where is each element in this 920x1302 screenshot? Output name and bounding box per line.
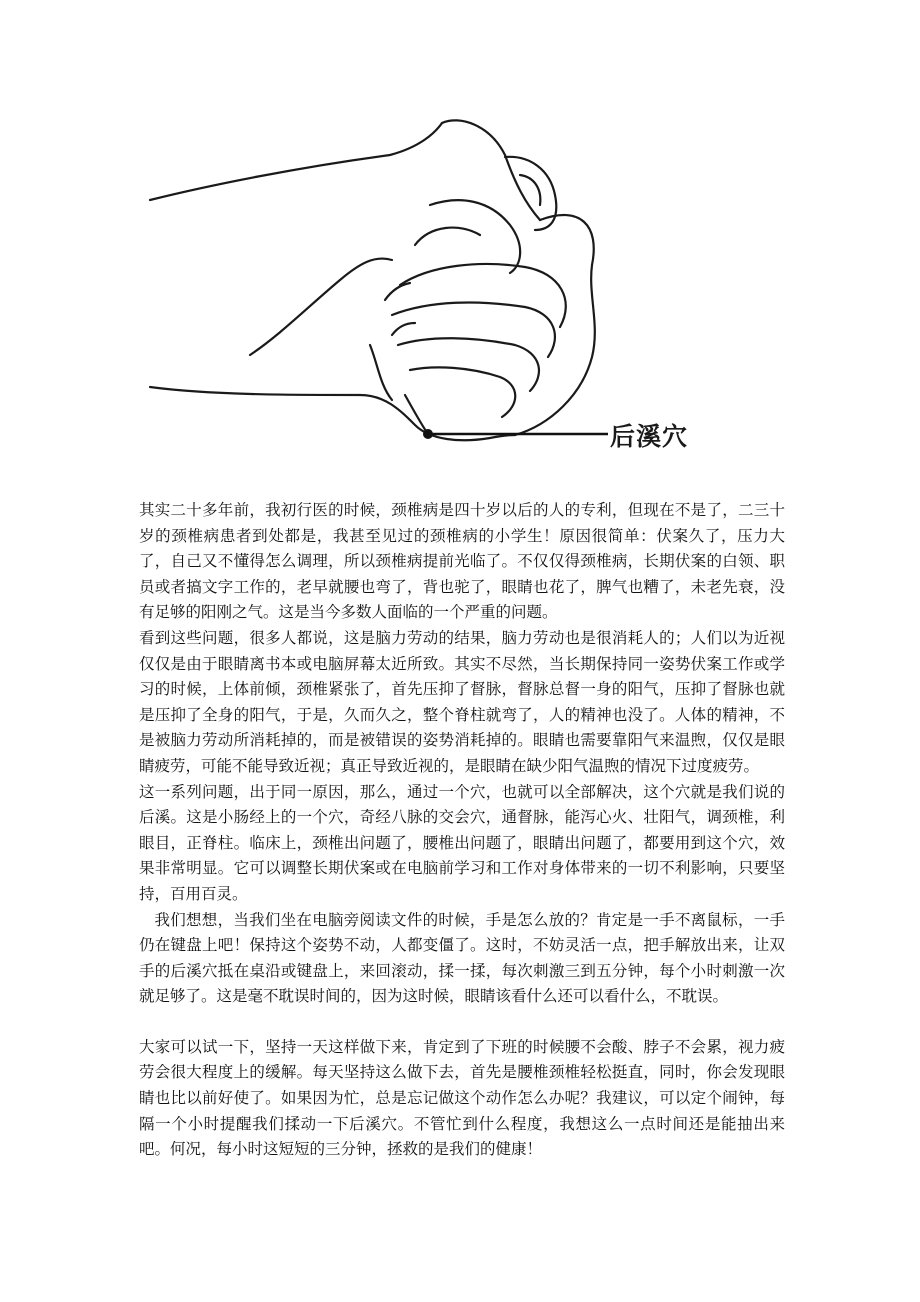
paragraph-4: 我们想想，当我们坐在电脑旁阅读文件的时候，手是怎么放的？肯定是一手不离鼠标，一手仍在键盘上吧！保持这个姿势不动，人都变僵了。这时，不妨灵活一点，把手解放出来，让双手的后溪穴抵在桌沿或键盘上，来回滚动，揉一揉，每次刺激三到五分钟，每个小时刺激一次就足够了。这是毫不耽误时间的，因为这时候，眼睛该看什么还可以看什么，不耽误。 <box>139 910 785 1006</box>
paragraph-2: 看到这些问题，很多人都说，这是脑力劳动的结果，脑力劳动也是很消耗人的；人们以为近视仅仅是由于眼睛离书本或电脑屏幕太近所致。其实不尽然，当长期保持同一姿势伏案工作或学习的时候，上体前倾，颈椎紧张了，首先压抑了督脉，督脉总督一身的阳气，压抑了督脉也就是压抑了全身的阳气，于是，久而久之，整个脊柱就弯了，人的精神也没了。人体的精神，不是被脑力劳动所消耗掉的，而是被错误的姿势消耗掉的。眼睛也需要靠阳气来温煦，仅仅是眼睛疲劳，可能不能导致近视；真正导致近视的，是眼睛在缺少阳气温煦的情况下过度疲劳。 <box>139 628 785 775</box>
paragraph-1: 其实二十多年前，我初行医的时候，颈椎病是四十岁以后的人的专利，但现在不是了，二三十岁的颈椎病患者到处都是，我甚至见过的颈椎病的小学生！原因很简单：伏案久了，压力大了，自己又不懂得怎么调理，所以颈椎病提前光临了。不仅仅得颈椎病，长期伏案的白领、职员或者搞文字工作的，老早就腰也弯了，背也驼了，眼睛也花了，脾气也糟了，未老先衰，没有足够的阳刚之气。这是当今多数人面临的一个严重的问题。 <box>139 501 785 622</box>
paragraph-3: 这一系列问题，出于同一原因，那么，通过一个穴，也就可以全部解决，这个穴就是我们说的后溪。这是小肠经上的一个穴，奇经八脉的交会穴，通督脉，能泻心火、壮阳气，调颈椎，利眼目，正脊柱。临床上，颈椎出问题了，腰椎出问题了，眼睛出问题了，都要用到这个穴，效果非常明显。它可以调整长期伏案或在电脑前学习和工作对身体带来的一切不利影响，只要坚持，百用百灵。 <box>139 782 785 903</box>
acupoint-label: 后溪穴 <box>610 422 689 451</box>
paragraph-5: 大家可以试一下，坚持一天这样做下来，肯定到了下班的时候腰不会酸、脖子不会累，视力疲劳会很大程度上的缓解。每天坚持这么做下去，首先是腰椎颈椎轻松挺直，同时，你会发现眼睛也比以前好使了。如果因为忙，总是忘记做这个动作怎么办呢？我建议，可以定个闹钟，每隔一个小时提醒我们揉动一下后溪穴。不管忙到什么程度，我想这么一点时间还是能抽出来吧。何况，每小时这短短的三分钟，拯救的是我们的健康！ <box>139 1037 785 1159</box>
article-body <box>139 498 785 1163</box>
fist-illustration <box>130 95 770 485</box>
